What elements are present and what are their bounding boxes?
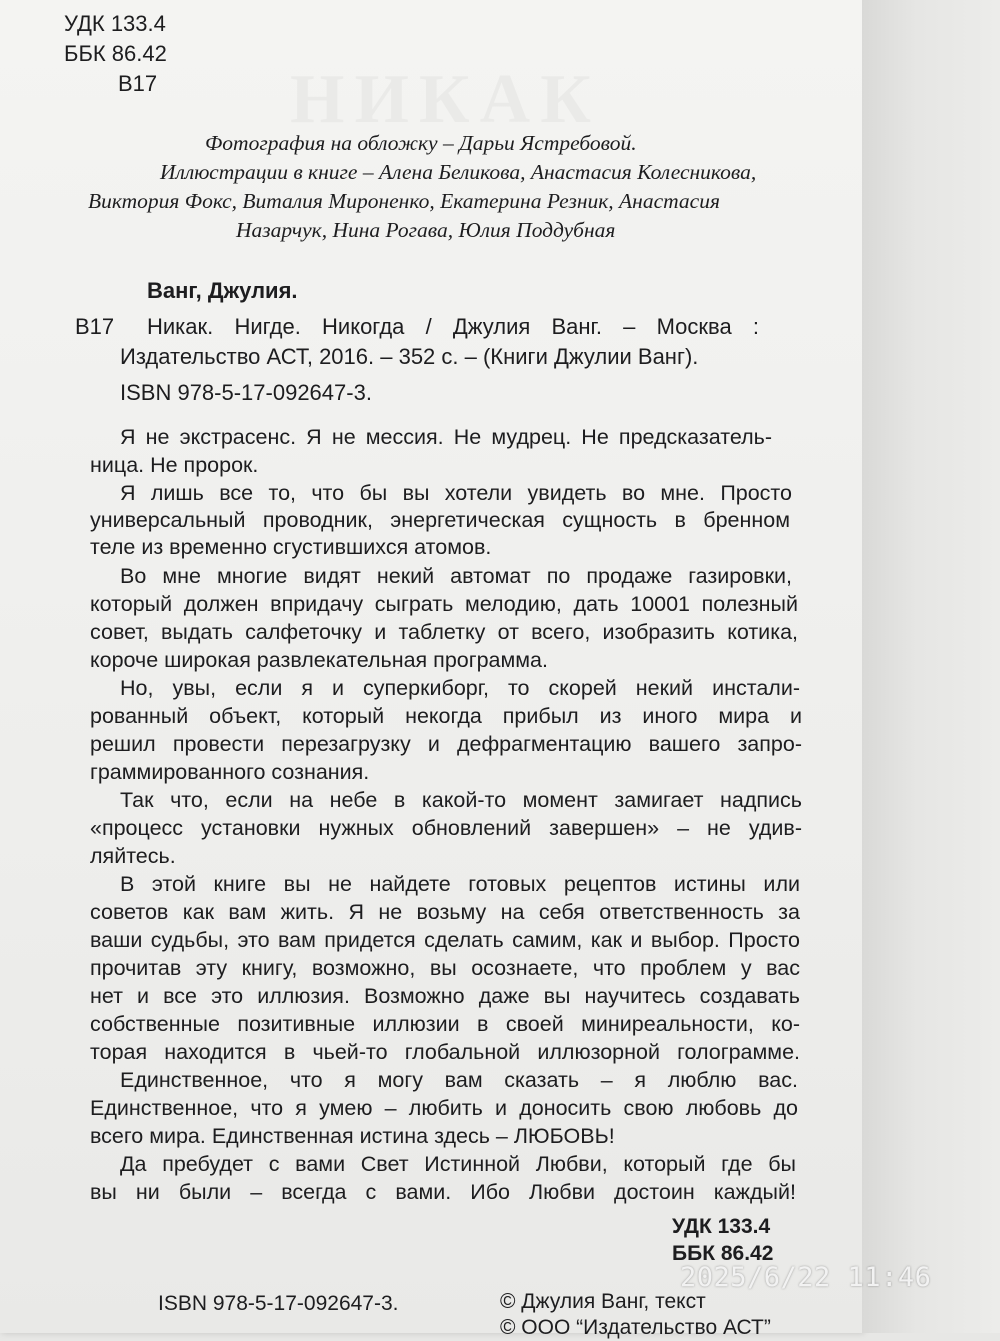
body-line: советов как вам жить. Я не возьму на себя ответственность за xyxy=(90,900,800,924)
body-line: ваши судьбы, это вам придется сделать самим, как и выбор. Просто xyxy=(90,928,800,952)
credits-line-1: Фотография на обложку – Дарьи Ястребовой. xyxy=(205,131,637,155)
body-line: ница. Не пророк. xyxy=(90,453,259,477)
body-line: который должен впридачу сыграть мелодию, дать 10001 полезный xyxy=(90,592,798,616)
credits-line-4: Назарчук, Нина Рогава, Юлия Поддубная xyxy=(236,218,616,242)
body-line: В этой книге вы не найдете готовых рецептов истины или xyxy=(120,872,800,896)
bib-publisher-line: Издательство АСТ, 2016. – 352 с. – (Книги Джулии Ванг). xyxy=(120,344,699,369)
show-through-text xyxy=(290,60,601,140)
adjacent-page-edge xyxy=(862,0,1000,1333)
body-line: Но, увы, если я и суперкиборг, то скорей некий инстали- xyxy=(120,676,800,700)
body-line: решил провести перезагрузку и дефрагментацию вашего запро- xyxy=(90,732,802,756)
copyright-author: © Джулия Ванг, текст xyxy=(500,1290,706,1313)
body-line: нет и все это иллюзия. Возможно даже вы научитесь создавать xyxy=(90,984,800,1008)
body-line: теле из временно сгустившихся атомов. xyxy=(90,535,492,559)
photo-timestamp: 2025/6/22 11:46 xyxy=(680,1262,932,1293)
bbk-code-top: ББК 86.42 xyxy=(64,41,167,66)
udk-code-top: УДК 133.4 xyxy=(64,11,166,36)
body-line: универсальный проводник, энергетическая сущность в бренном xyxy=(90,508,790,532)
body-line: граммированного сознания. xyxy=(90,760,370,784)
body-line: «процесс установки нужных обновлений завершен» – не удив- xyxy=(90,816,802,840)
body-line: Да пребудет с вами Свет Истинной Любви, который где бы xyxy=(120,1152,796,1176)
footer-isbn: ISBN 978-5-17-092647-3. xyxy=(158,1292,399,1315)
body-line: Единственное, что я умею – любить и доносить свою любовь до xyxy=(90,1096,798,1120)
body-line: Я не экстрасенс. Я не мессия. Не мудрец. Не предсказатель- xyxy=(120,425,772,449)
bib-author: Ванг, Джулия. xyxy=(147,278,298,303)
bib-code: В17 xyxy=(75,314,115,339)
body-line: Я лишь все то, что бы вы хотели увидеть во мне. Просто xyxy=(120,481,792,505)
body-line: вы ни были – всегда с вами. Ибо Любви достоин каждый! xyxy=(90,1180,796,1204)
body-line: Так что, если на небе в какой-то момент замигает надпись xyxy=(120,788,802,812)
body-line: короче широкая развлекательная программа. xyxy=(90,648,548,672)
body-line: торая находится в чьей-то глобальной иллюзорной голограмме. xyxy=(90,1040,800,1064)
body-line: ляйтесь. xyxy=(90,844,176,868)
udk-code-bottom: УДК 133.4 xyxy=(672,1215,771,1238)
body-line: совет, выдать салфеточку и таблетку от всего, изобразить котика, xyxy=(90,620,798,644)
credits-line-2: Иллюстрации в книге – Алена Беликова, Анастасия Колесникова, xyxy=(160,160,757,184)
body-line: собственные позитивные иллюзии в своей миниреальности, ко- xyxy=(90,1012,800,1036)
body-line: рованный объект, который некогда прибыл из иного мира и xyxy=(90,704,802,728)
body-line: Во мне многие видят некий автомат по продаже газировки, xyxy=(120,564,792,588)
body-line: всего мира. Единственная истина здесь – ЛЮБОВЬ! xyxy=(90,1124,615,1148)
credits-line-3: Виктория Фокс, Виталия Мироненко, Екатерина Резник, Анастасия xyxy=(88,189,720,213)
bbk-code-bottom: ББК 86.42 xyxy=(672,1242,774,1265)
body-line: прочитав эту книгу, возможно, вы осознаете, что проблем у вас xyxy=(90,956,800,980)
bib-title-line: Никак. Нигде. Никогда / Джулия Ванг. – Москва : xyxy=(147,314,759,339)
bib-isbn: ISBN 978-5-17-092647-3. xyxy=(120,380,372,405)
author-code-top: В17 xyxy=(118,71,158,96)
body-line: Единственное, что я могу вам сказать – я люблю вас. xyxy=(120,1068,798,1092)
copyright-publisher: © ООО “Издательство АСТ” xyxy=(500,1316,771,1339)
